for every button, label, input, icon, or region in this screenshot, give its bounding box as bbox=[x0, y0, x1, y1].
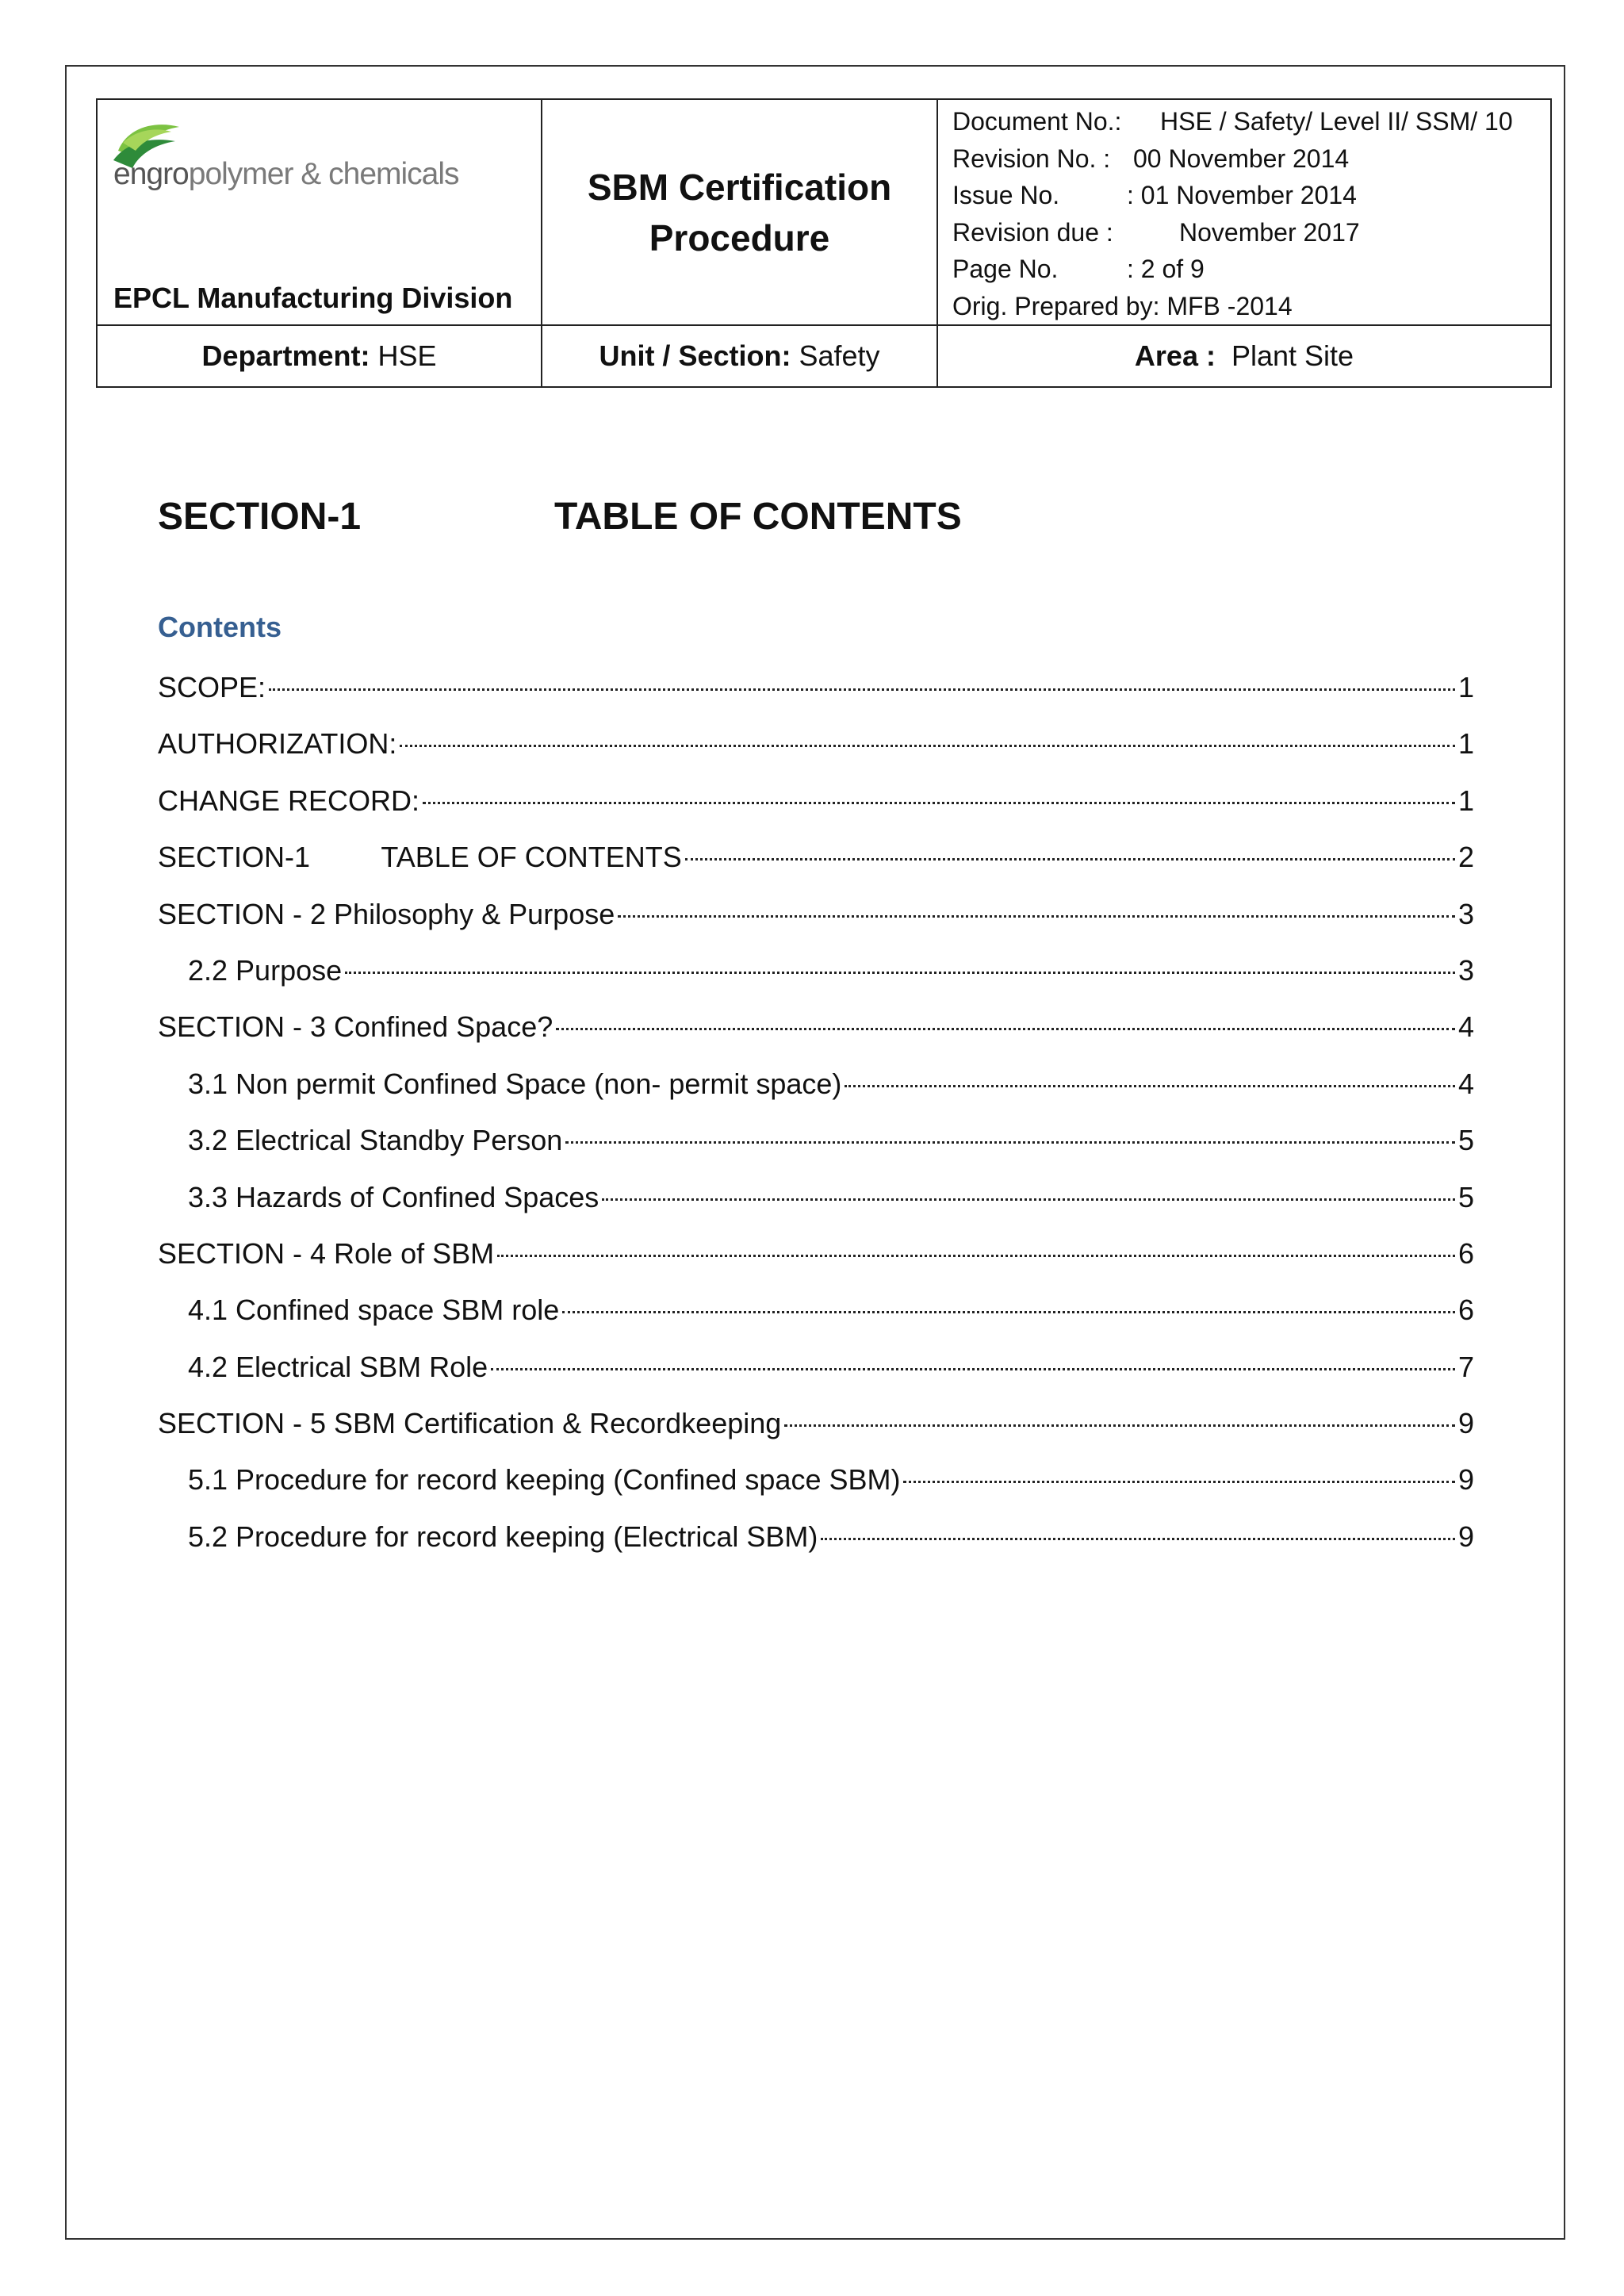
toc-entry[interactable] bbox=[158, 671, 1474, 727]
toc-dot-leader bbox=[423, 802, 1455, 804]
toc-entry-title[interactable]: 4.2 Electrical SBM Role bbox=[188, 1350, 488, 1383]
toc-entry-page[interactable]: 9 bbox=[1458, 1407, 1475, 1440]
toc-dot-leader bbox=[556, 1028, 1455, 1030]
toc-entry[interactable] bbox=[158, 1351, 1474, 1407]
revision-number-row: Revision No. : 00 November 2014 bbox=[952, 144, 1350, 173]
toc-entry[interactable] bbox=[158, 784, 1474, 841]
document-info-cell bbox=[937, 99, 1551, 325]
toc-entry-page[interactable]: 1 bbox=[1458, 727, 1475, 761]
toc-dot-leader bbox=[903, 1481, 1455, 1483]
department-cell: Department: HSE bbox=[97, 325, 542, 387]
toc-entry[interactable] bbox=[158, 1520, 1474, 1577]
procedure-title-cell bbox=[542, 99, 937, 325]
toc-entry[interactable] bbox=[158, 1407, 1474, 1463]
toc-entry-page[interactable]: 6 bbox=[1458, 1236, 1475, 1270]
toc-entry-page[interactable]: 3 bbox=[1458, 953, 1475, 987]
revision-due-row: Revision due : November 2017 bbox=[952, 217, 1360, 247]
toc-entry-title[interactable]: 3.1 Non permit Confined Space (non- permit space) bbox=[188, 1067, 842, 1100]
toc-entry-title[interactable]: 2.2 Purpose bbox=[188, 953, 343, 987]
toc-dot-leader bbox=[685, 858, 1455, 861]
toc-dot-leader bbox=[618, 915, 1455, 918]
toc-dot-leader bbox=[784, 1424, 1455, 1427]
toc-entry-title[interactable]: 4.1 Confined space SBM role bbox=[188, 1294, 560, 1327]
prepared-by-row: Orig. Prepared by: MFB -2014 bbox=[952, 291, 1293, 320]
section-number: SECTION-1 bbox=[158, 496, 362, 538]
toc-dot-leader bbox=[602, 1198, 1455, 1201]
toc-entry[interactable] bbox=[158, 1294, 1474, 1350]
toc-dot-leader bbox=[400, 745, 1455, 747]
unit-section-cell: Unit / Section: Safety bbox=[542, 325, 937, 387]
toc-entry-title[interactable]: SCOPE: bbox=[158, 671, 266, 703]
toc-dot-leader bbox=[345, 972, 1455, 974]
toc-entry-title[interactable]: SECTION-1 TABLE OF CONTENTS bbox=[158, 841, 682, 874]
contents-heading: Contents bbox=[158, 611, 282, 643]
doc-number-row: Document No.: HSE / Safety/ Level II/ SSM/ 10 bbox=[952, 107, 1513, 136]
toc-entry[interactable] bbox=[158, 1068, 1474, 1124]
toc-entry-page[interactable]: 4 bbox=[1458, 1067, 1475, 1100]
toc-entry[interactable] bbox=[158, 1237, 1474, 1294]
issue-number-row: Issue No. : 01 November 2014 bbox=[952, 181, 1357, 209]
toc-entry-page[interactable]: 3 bbox=[1458, 897, 1475, 930]
toc-entry-title[interactable]: 3.2 Electrical Standby Person bbox=[188, 1124, 563, 1157]
toc-entry-page[interactable]: 5 bbox=[1458, 1180, 1475, 1213]
toc-dot-leader bbox=[562, 1311, 1455, 1313]
logo-wordmark: engropolymer & chemicals bbox=[113, 157, 459, 191]
toc-dot-leader bbox=[845, 1085, 1455, 1087]
toc-dot-leader bbox=[497, 1255, 1455, 1257]
toc-entry-title[interactable]: SECTION - 3 Confined Space? bbox=[158, 1010, 553, 1044]
toc-entry-page[interactable]: 5 bbox=[1458, 1124, 1475, 1157]
toc-entry-title[interactable]: CHANGE RECORD: bbox=[158, 784, 420, 817]
toc-dot-leader bbox=[565, 1141, 1455, 1144]
toc-entry-title[interactable]: 5.2 Procedure for record keeping (Electrical SBM) bbox=[188, 1520, 818, 1553]
toc-entry-page[interactable]: 1 bbox=[1458, 784, 1475, 817]
section-title: TABLE OF CONTENTS bbox=[554, 496, 962, 538]
page-number-row: Page No. : 2 of 9 bbox=[952, 255, 1205, 283]
document-info bbox=[938, 100, 1550, 324]
toc-entry-page[interactable]: 9 bbox=[1458, 1463, 1475, 1497]
toc-entry[interactable] bbox=[158, 1463, 1474, 1520]
toc-entry[interactable] bbox=[158, 1010, 1474, 1067]
toc-entry-title[interactable]: 3.3 Hazards of Confined Spaces bbox=[188, 1180, 599, 1213]
toc-entry-title[interactable]: 5.1 Procedure for record keeping (Confined space SBM) bbox=[188, 1463, 901, 1497]
toc-entry-page[interactable]: 1 bbox=[1458, 671, 1475, 703]
toc-entry[interactable] bbox=[158, 898, 1474, 954]
toc-dot-leader bbox=[269, 688, 1455, 691]
logo-cell bbox=[97, 99, 542, 325]
toc-entry[interactable] bbox=[158, 841, 1474, 897]
toc-entry-title[interactable]: SECTION - 5 SBM Certification & Recordkeeping bbox=[158, 1407, 782, 1440]
toc-dot-leader bbox=[821, 1538, 1455, 1540]
document-header-table bbox=[96, 98, 1552, 388]
toc-entry-page[interactable]: 7 bbox=[1458, 1350, 1475, 1383]
toc-entry-title[interactable]: SECTION - 2 Philosophy & Purpose bbox=[158, 897, 615, 930]
division-name: EPCL Manufacturing Division bbox=[113, 282, 513, 314]
toc-entry-page[interactable]: 9 bbox=[1458, 1520, 1475, 1553]
toc-entry-page[interactable]: 6 bbox=[1458, 1294, 1475, 1327]
toc-entry[interactable] bbox=[158, 954, 1474, 1010]
toc-entry-title[interactable]: AUTHORIZATION: bbox=[158, 727, 397, 761]
toc-entry-page[interactable]: 4 bbox=[1458, 1010, 1475, 1044]
area-cell: Area : Plant Site bbox=[937, 325, 1551, 387]
toc-entry[interactable] bbox=[158, 727, 1474, 784]
toc-entry-page[interactable]: 2 bbox=[1458, 841, 1475, 874]
toc-dot-leader bbox=[491, 1368, 1455, 1370]
table-of-contents bbox=[158, 671, 1474, 1577]
toc-entry[interactable] bbox=[158, 1124, 1474, 1180]
section-heading bbox=[158, 495, 962, 539]
toc-entry[interactable] bbox=[158, 1181, 1474, 1237]
toc-entry-title[interactable]: SECTION - 4 Role of SBM bbox=[158, 1236, 495, 1270]
procedure-title: SBM Certification Procedure bbox=[587, 166, 892, 259]
